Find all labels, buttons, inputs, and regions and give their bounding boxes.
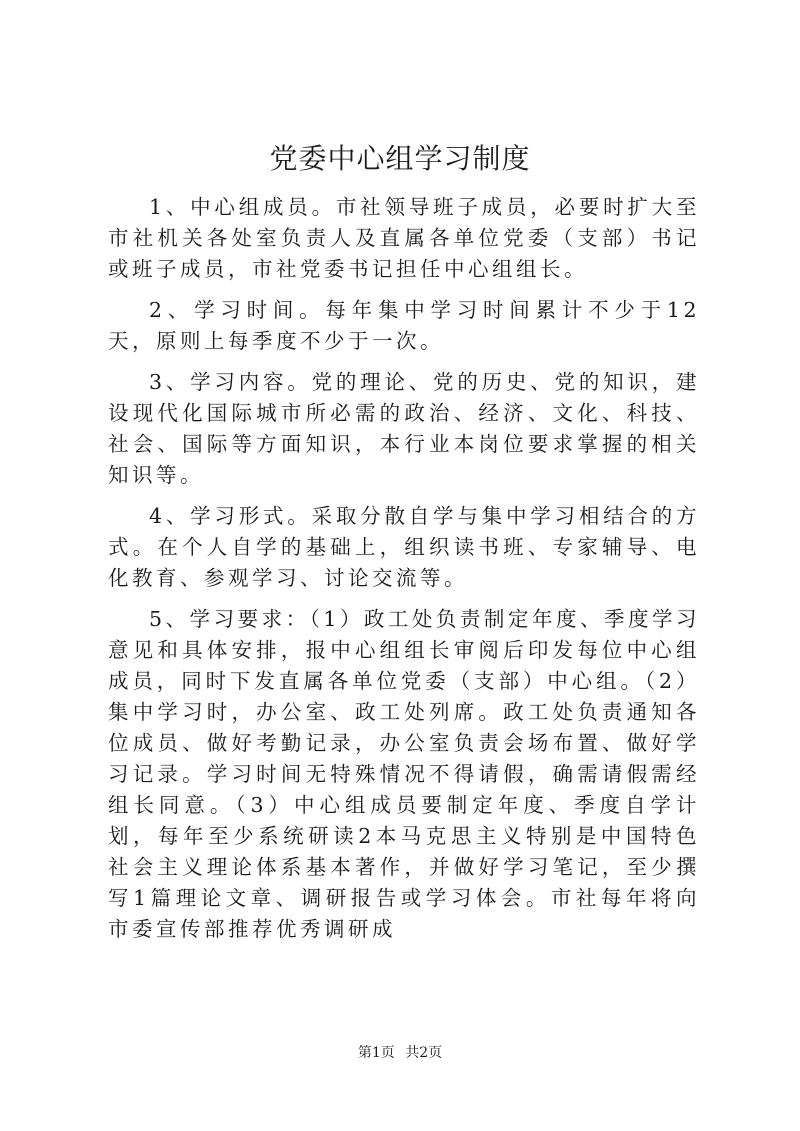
paragraph-study-content: 3、学习内容。党的理论、党的历史、党的知识，建设现代化国际城市所必需的政治、经济、文化、科技、社会、国际等方面知识，本行业本岗位要求掌握的相关知识等。 (108, 370, 700, 487)
document-title: 党委中心组学习制度 (269, 142, 531, 175)
paragraph-members: 1、中心组成员。市社领导班子成员，必要时扩大至市社机关各处室负责人及直属各单位党委（支部）书记或班子成员，市社党委书记担任中心组组长。 (108, 195, 700, 281)
paragraph-study-requirements: 5、学习要求：（1）政工处负责制定年度、季度学习意见和具体安排，报中心组组长审阅后印发每位中心组成员，同时下发直属各单位党委（支部）中心组。（2）集中学习时，办公室、政工处列席。政工处负责通知各位成员、做好考勤记录，办公室负责会场布置、做好学习记录。学习时间无特殊情况不得请假，确需请假需经组长同意。（3）中心组成员要制定年度、季度自学计划，每年至少系统研读2本马克思主义特别是中国特色社会主义理论体系基本著作，并做好学习笔记，至少撰写1篇理论文章、调研报告或学习体会。市社每年将向市委宣传部推荐优秀调研成 (108, 607, 700, 941)
page-footer (0, 1043, 800, 1063)
paragraph-study-form: 4、学习形式。采取分散自学与集中学习相结合的方式。在个人自学的基础上，组织读书班、专家辅导、电化教育、参观学习、讨论交流等。 (108, 504, 700, 590)
paragraph-study-time: 2、学习时间。每年集中学习时间累计不少于12天，原则上每季度不少于一次。 (108, 298, 700, 353)
page-number: 第1页 (357, 1045, 395, 1061)
document-body (108, 192, 700, 955)
page-total: 共2页 (405, 1045, 443, 1061)
